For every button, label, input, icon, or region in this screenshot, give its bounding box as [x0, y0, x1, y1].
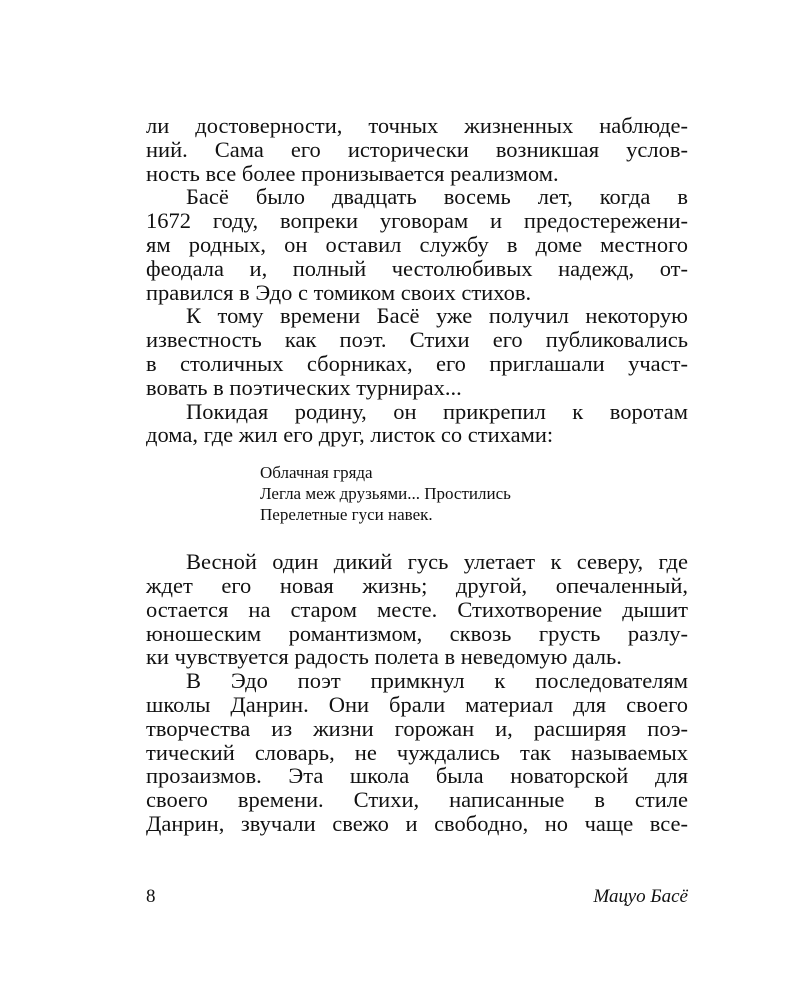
text-line: в столичных сборниках, его приглашали участ-: [146, 350, 688, 376]
text-line: юношеским романтизмом, сквозь грусть разлу-: [146, 620, 688, 646]
text-line: ждет его новая жизнь; другой, опечаленный,: [146, 572, 688, 598]
poem: [260, 462, 688, 525]
running-title: Мацуо Басё: [593, 886, 688, 907]
text-line: ям родных, он оставил службу в доме местного: [146, 231, 688, 257]
text-line: вовать в поэтических турнирах...: [146, 374, 462, 400]
page-number: 8: [146, 886, 156, 907]
text-line: тический словарь, не чуждались так называемых: [146, 739, 688, 765]
text-line: В Эдо поэт примкнул к последователям: [186, 668, 688, 694]
text-line: ки чувствуется радость полета в неведомую даль.: [146, 644, 622, 670]
paragraph: [146, 185, 688, 304]
text-line: К тому времени Басё уже получил некоторую: [186, 303, 688, 329]
text-line: своего времени. Стихи, написанные в стиле: [146, 787, 688, 813]
text-line: Данрин, звучали свежо и свободно, но чаще все-: [146, 810, 688, 836]
paragraph: [146, 304, 688, 399]
text-line: Весной один дикий гусь улетает к северу, где: [186, 549, 688, 575]
text-line: творчества из жизни горожан и, расширяя поэ-: [146, 715, 688, 741]
text-line: дома, где жил его друг, листок со стихами:: [146, 422, 554, 448]
paragraph: [146, 550, 688, 669]
paragraph: [146, 400, 688, 448]
text-line: Покидая родину, он прикрепил к воротам: [186, 398, 688, 424]
text-line: известность как поэт. Стихи его публиковались: [146, 327, 688, 353]
text-line: ний. Сама его исторически возникшая услов-: [146, 136, 688, 162]
poem-line: Легла меж друзьями... Простились: [260, 484, 511, 504]
text-line: ность все более пронизывается реализмом.: [146, 160, 559, 186]
body-text: [146, 114, 688, 836]
poem-line: Облачная гряда: [260, 463, 373, 483]
paragraph: [146, 114, 688, 185]
text-line: правился в Эдо с томиком своих стихов.: [146, 279, 532, 305]
text-line: прозаизмов. Эта школа была новаторской для: [146, 763, 688, 789]
text-line: 1672 году, вопреки уговорам и предостережени-: [146, 208, 688, 234]
poem-line: Перелетные гуси навек.: [260, 505, 433, 525]
text-line: Басё было двадцать восемь лет, когда в: [186, 184, 688, 210]
text-line: остается на старом месте. Стихотворение дышит: [146, 596, 688, 622]
text-line: феодала и, полный честолюбивых надежд, от-: [146, 255, 688, 281]
text-line: ли достоверности, точных жизненных наблюде-: [146, 113, 688, 138]
paragraph: [146, 669, 688, 836]
text-line: школы Данрин. Они брали материал для своего: [146, 691, 688, 717]
